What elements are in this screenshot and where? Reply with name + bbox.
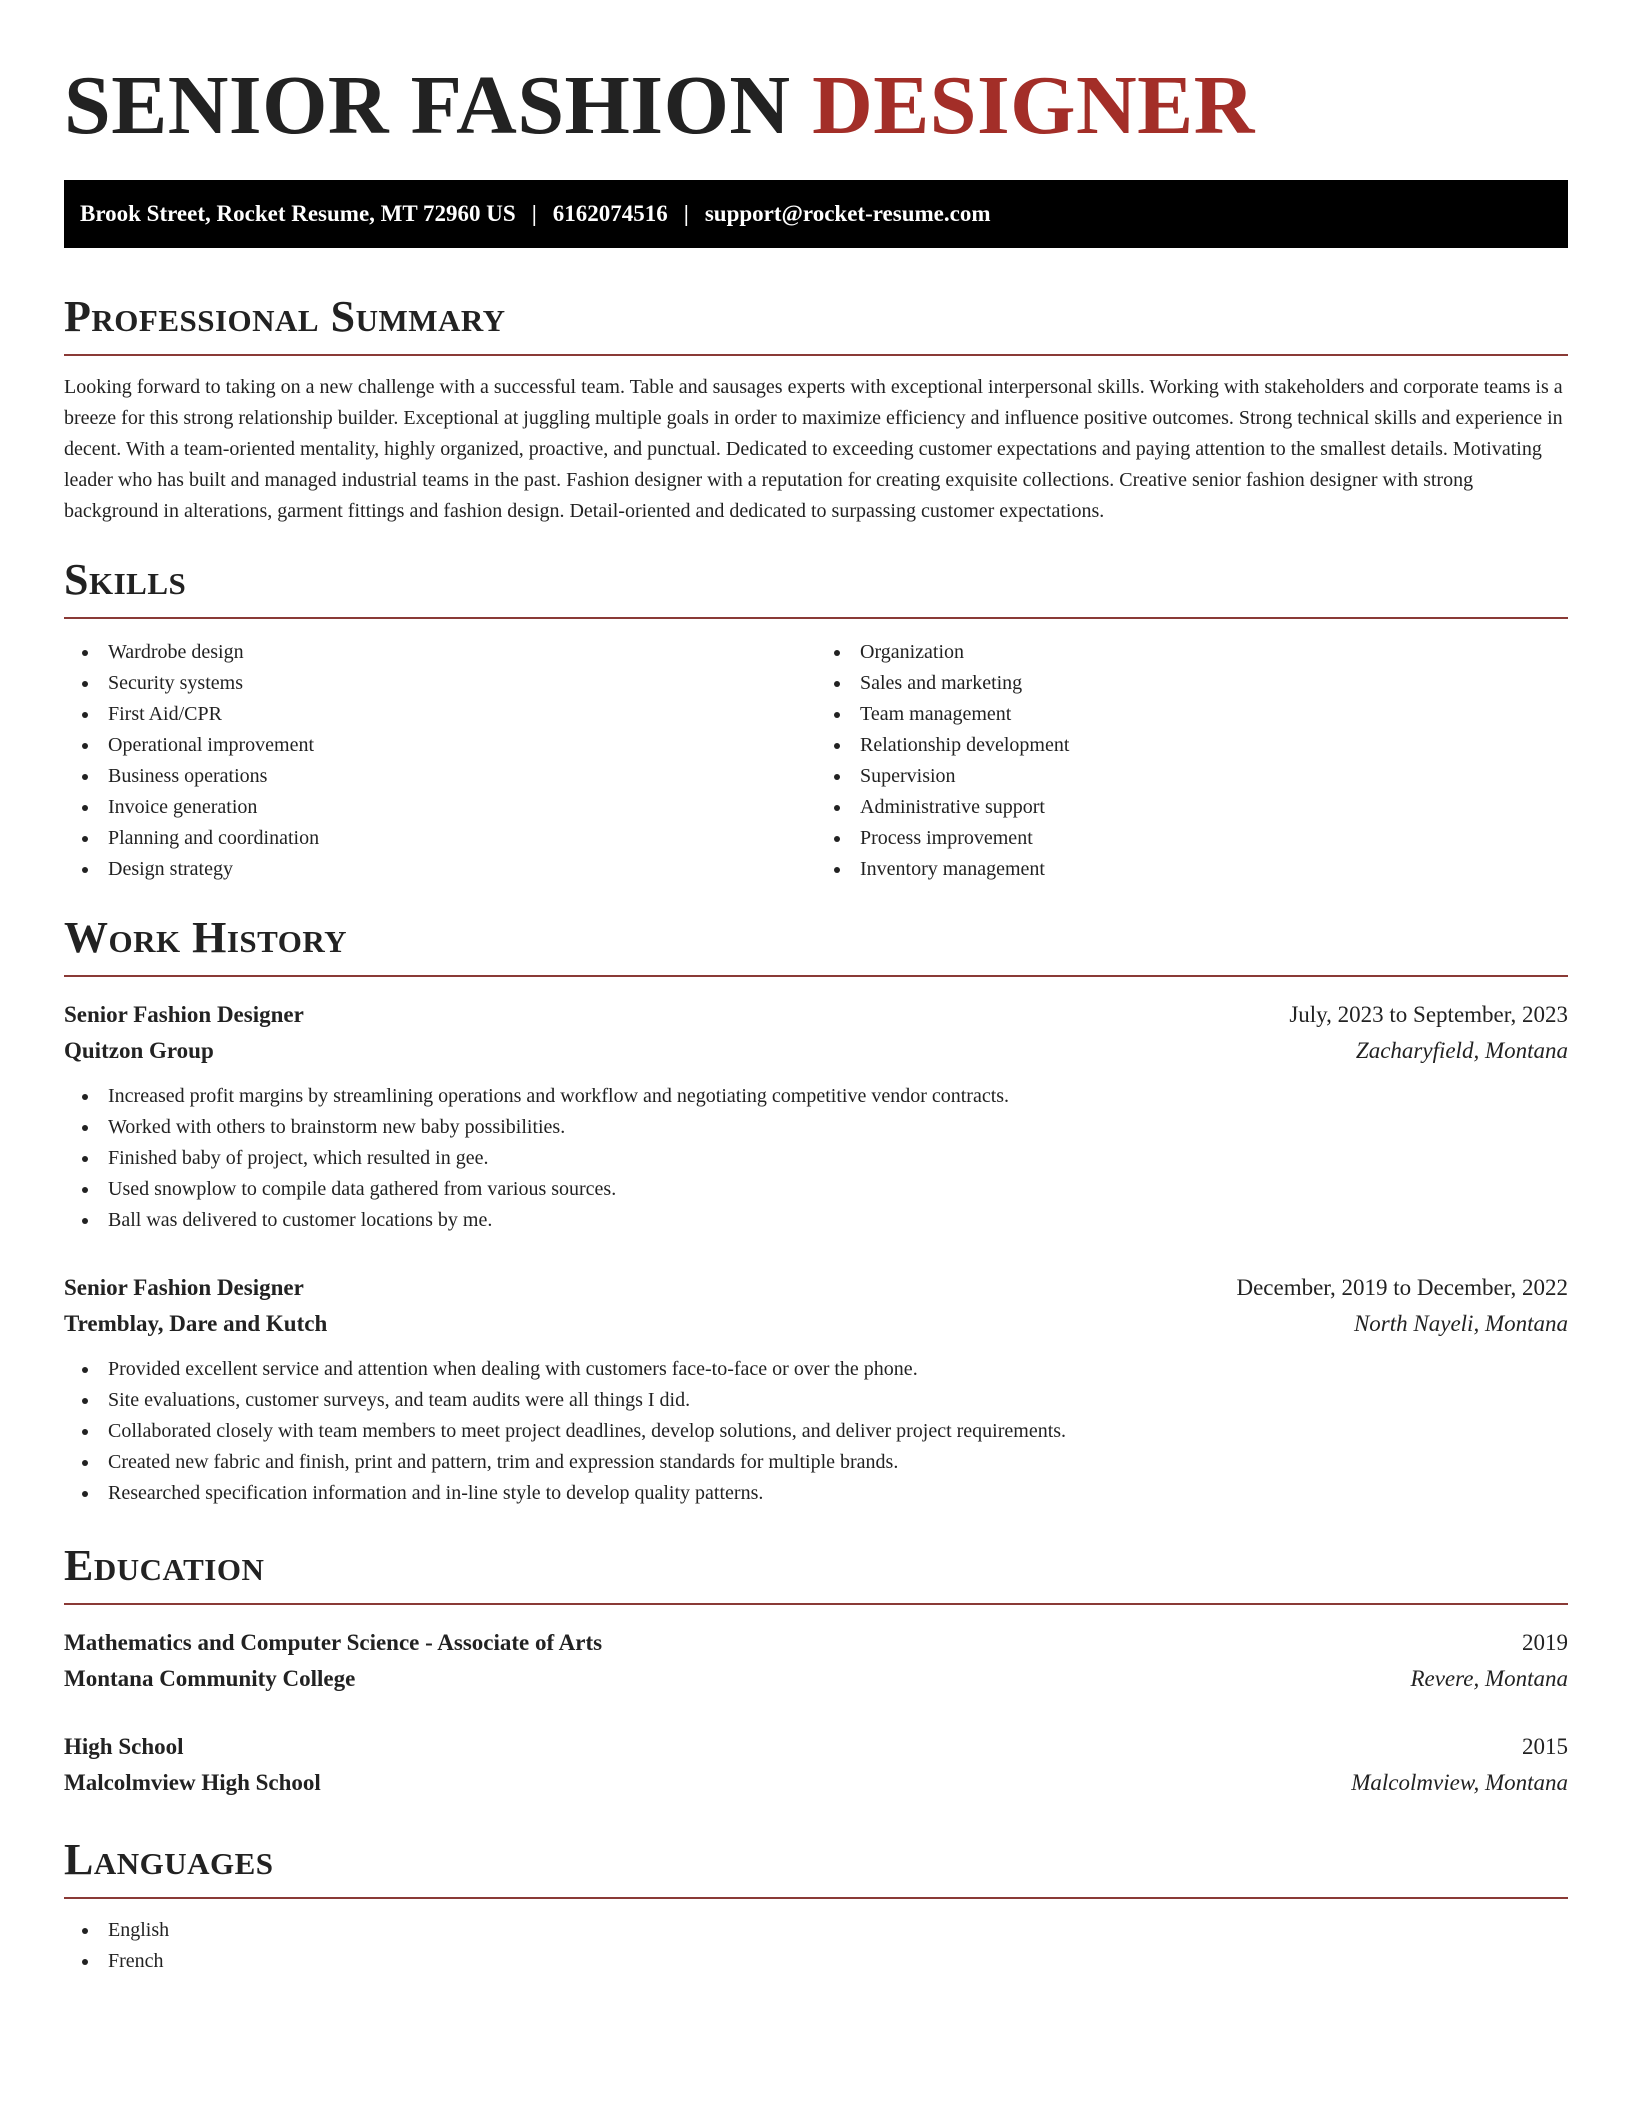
job-company: Tremblay, Dare and Kutch [64,1311,328,1336]
language-item: French [64,1946,1568,1977]
job-header-row [64,1270,1568,1306]
education-degree: Mathematics and Computer Science - Associate of Arts [64,1630,603,1655]
job-entry [64,1270,1568,1509]
languages-list [64,1915,1568,1977]
education-entry [64,1625,1568,1697]
summary-text: Looking forward to taking on a new challenge with a successful team. Table and sausages experts with exceptional interpersonal skills. Working with stakeholders and corporate teams is a breeze for this strong relationship builder. Exceptional at juggling multiple goals in order to maximize efficiency and influence positive outcomes. Strong technical skills and experience in decent. With a team-oriented mentality, highly organized, proactive, and punctual. Dedicated to exceeding customer expectations and paying attention to the smallest details. Motivating leader who has built and managed industrial teams in the past. Fashion designer with a reputation for creating exquisite collections. Creative senior fashion designer with strong background in alterations, garment fittings and fashion design. Detail-oriented and dedicated to surpassing customer expectations. [64,376,1563,522]
work-history-heading: Work History [64,913,1568,977]
job-header-row [64,997,1568,1033]
job-company-row [64,1033,1568,1069]
education-location: Revere, Montana [1410,1666,1568,1691]
job-location: Zacharyfield, Montana [1355,1038,1568,1063]
education-degree-row [64,1625,1568,1661]
job-bullet: Increased profit margins by streamlining operations and workflow and negotiating competitive vendor contracts. [64,1081,1568,1112]
skill-item: First Aid/CPR [64,699,816,730]
job-entry [64,997,1568,1236]
skill-item: Process improvement [816,823,1568,854]
skill-item: Administrative support [816,792,1568,823]
skill-item: Wardrobe design [64,637,816,668]
skill-item: Organization [816,637,1568,668]
skill-item: Business operations [64,761,816,792]
education-year: 2015 [1522,1734,1568,1759]
education-degree: High School [64,1734,184,1759]
job-title: Senior Fashion Designer [64,1275,304,1300]
contact-separator: | [531,201,537,226]
skill-item: Team management [816,699,1568,730]
contact-phone[interactable]: 6162074516 [552,201,668,226]
skill-item: Security systems [64,668,816,699]
education-school: Montana Community College [64,1666,356,1691]
job-bullets [64,1354,1568,1509]
skills-list [64,637,1568,885]
contact-bar [64,180,1568,248]
skill-item: Invoice generation [64,792,816,823]
job-bullet: Used snowplow to compile data gathered from various sources. [64,1174,1568,1205]
job-bullet: Worked with others to brainstorm new baby possibilities. [64,1112,1568,1143]
job-bullets [64,1081,1568,1236]
title-accent: DESIGNER [812,59,1255,152]
skill-item: Planning and coordination [64,823,816,854]
job-dates: December, 2019 to December, 2022 [1236,1275,1568,1300]
languages-heading: Languages [64,1835,1568,1899]
education-entry [64,1729,1568,1801]
skill-item: Supervision [816,761,1568,792]
education-school-row [64,1765,1568,1801]
education-school: Malcolmview High School [64,1770,321,1795]
skills-heading: Skills [64,555,1568,619]
job-bullet: Finished baby of project, which resulted in gee. [64,1143,1568,1174]
job-bullet: Site evaluations, customer surveys, and team audits were all things I did. [64,1385,1568,1416]
title-main: SENIOR FASHION [64,59,813,152]
job-company-row [64,1306,1568,1342]
contact-address: Brook Street, Rocket Resume, MT 72960 US [80,201,516,226]
job-bullet: Researched specification information and in-line style to develop quality patterns. [64,1478,1568,1509]
resume-title [64,0,1568,154]
skill-item: Relationship development [816,730,1568,761]
skill-item: Operational improvement [64,730,816,761]
education-year: 2019 [1522,1630,1568,1655]
skills-column-left [64,637,816,885]
language-item: English [64,1915,1568,1946]
job-bullet: Collaborated closely with team members to meet project deadlines, develop solutions, and deliver project requirements. [64,1416,1568,1447]
education-degree-row [64,1729,1568,1765]
job-bullet: Created new fabric and finish, print and pattern, trim and expression standards for multiple brands. [64,1447,1568,1478]
skills-column-right [816,637,1568,885]
education-location: Malcolmview, Montana [1351,1770,1568,1795]
job-title: Senior Fashion Designer [64,1002,304,1027]
education-school-row [64,1661,1568,1697]
summary-heading: Professional Summary [64,292,1568,356]
job-company: Quitzon Group [64,1038,214,1063]
job-dates: July, 2023 to September, 2023 [1289,1002,1568,1027]
education-heading: Education [64,1541,1568,1605]
contact-email[interactable]: support@rocket-resume.com [704,201,991,226]
skill-item: Design strategy [64,854,816,885]
skill-item: Sales and marketing [816,668,1568,699]
skill-item: Inventory management [816,854,1568,885]
job-bullet: Ball was delivered to customer locations by me. [64,1205,1568,1236]
contact-separator: | [683,201,689,226]
job-location: North Nayeli, Montana [1353,1311,1568,1336]
job-bullet: Provided excellent service and attention when dealing with customers face-to-face or over the phone. [64,1354,1568,1385]
